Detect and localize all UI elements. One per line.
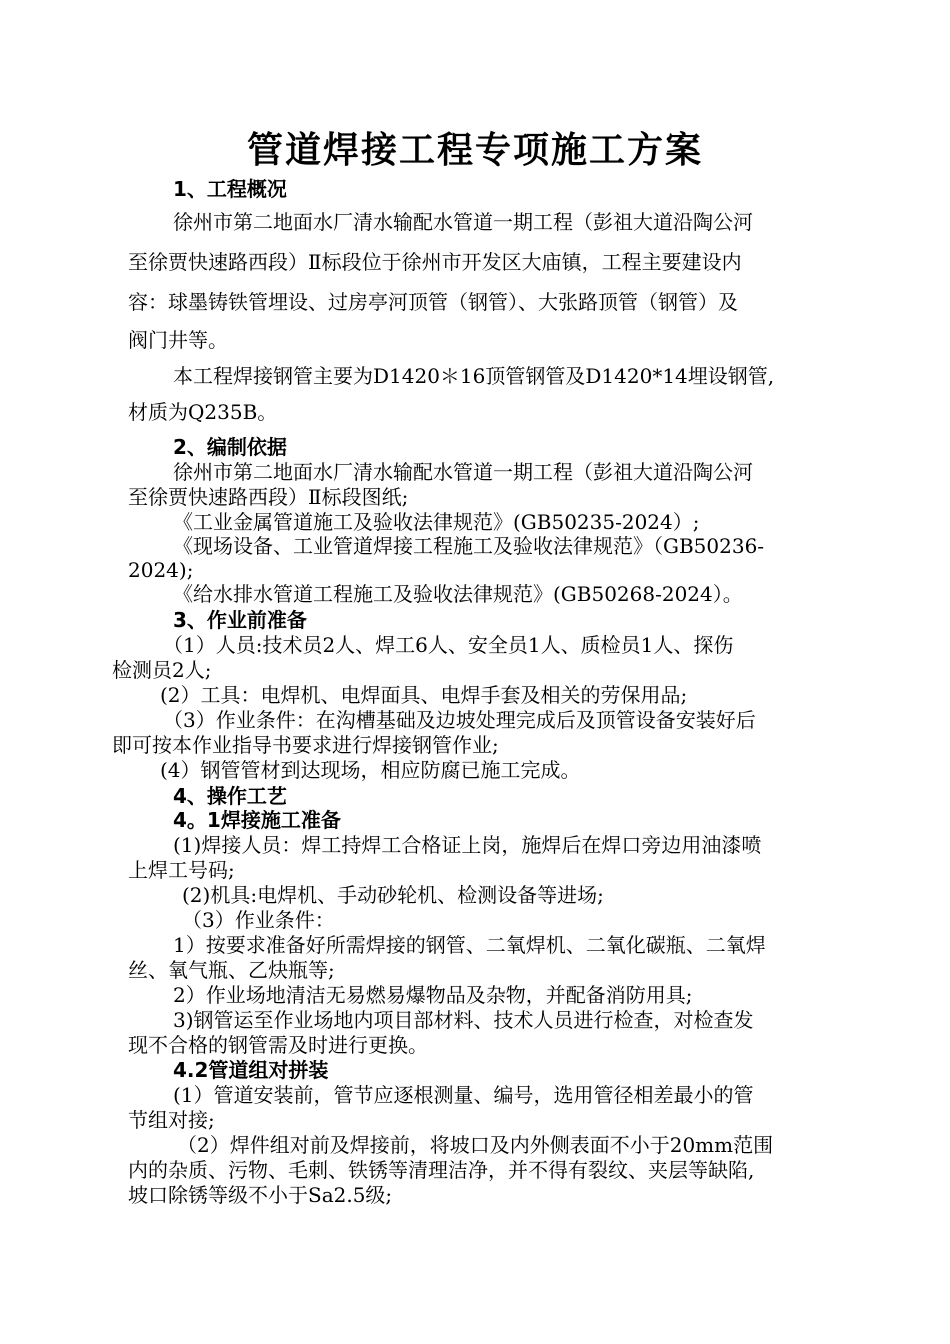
paragraph-line: 《现场设备、工业管道焊接工程施工及验收法律规范》（GB50236- <box>173 534 765 558</box>
paragraph-line: (1）管道安装前，管节应逐根测量、编号，选用管径相差最小的管 <box>173 1083 754 1107</box>
paragraph-line: 2）作业场地清洁无易燃易爆物品及杂物，并配备消防用具; <box>173 983 693 1007</box>
paragraph-line: 检测员2人; <box>112 658 212 682</box>
paragraph-line: 材质为Q235B。 <box>128 400 278 424</box>
paragraph-line: （3）作业条件：在沟槽基础及边坡处理完成后及顶管设备安装好后 <box>163 708 756 732</box>
paragraph-line: 坡口除锈等级不小于Sa2.5级; <box>128 1183 393 1207</box>
paragraph-line: 上焊工号码; <box>128 858 235 882</box>
section-heading-2: 2、编制依据 <box>173 435 287 459</box>
paragraph-line: 内的杂质、污物、毛刺、铁锈等清理洁净，并不得有裂纹、夹层等缺陷, <box>128 1158 755 1182</box>
paragraph-line: 《工业金属管道施工及验收法律规范》(GB50235-2024）; <box>173 510 700 534</box>
paragraph-line: 2024); <box>128 558 194 582</box>
paragraph-line: 本工程焊接钢管主要为D1420＊16顶管钢管及D1420*14埋设钢管, <box>173 364 775 388</box>
section-heading-4: 4、操作工艺 <box>173 784 287 808</box>
paragraph-line: 3)钢管运至作业场地内项目部材料、技术人员进行检查，对检查发 <box>173 1008 754 1032</box>
paragraph-line: 现不合格的钢管需及时进行更换。 <box>128 1033 428 1057</box>
paragraph-line: (2）工具：电焊机、电焊面具、电焊手套及相关的劳保用品; <box>160 683 688 707</box>
subsection-heading-4-2: 4.2管道组对拼装 <box>173 1058 329 1082</box>
paragraph-line: （3）作业条件： <box>182 908 335 932</box>
paragraph-line: (2)机具:电焊机、手动砂轮机、检测设备等进场; <box>182 883 604 907</box>
paragraph-line: 1）按要求准备好所需焊接的钢管、二氧焊机、二氧化碳瓶、二氧焊 <box>173 933 766 957</box>
paragraph-line: 徐州市第二地面水厂清水输配水管道一期工程（彭祖大道沿陶公河 <box>173 460 753 484</box>
paragraph-line: 阀门井等。 <box>128 328 228 352</box>
section-heading-3: 3、作业前准备 <box>173 608 307 632</box>
paragraph-line: (4）钢管管材到达现场，相应防腐已施工完成。 <box>160 758 581 782</box>
paragraph-line: 至徐贾快速路西段）Ⅱ标段位于徐州市开发区大庙镇，工程主要建设内 <box>128 250 742 274</box>
paragraph-line: 即可按本作业指导书要求进行焊接钢管作业; <box>112 733 499 757</box>
paragraph-line: （1）人员:技术员2人、焊工6人、安全员1人、质检员1人、探伤 <box>163 633 734 657</box>
paragraph-line: 丝、氧气瓶、乙炔瓶等; <box>128 958 335 982</box>
paragraph-line: 至徐贾快速路西段）Ⅱ标段图纸; <box>128 485 409 509</box>
paragraph-line: 节组对接; <box>128 1108 215 1132</box>
paragraph-line: (1)焊接人员：焊工持焊工合格证上岗，施焊后在焊口旁边用油漆喷 <box>173 833 762 857</box>
paragraph-line: （2）焊件组对前及焊接前，将坡口及内外侧表面不小于20mm范围 <box>177 1133 774 1157</box>
paragraph-line: 容：球墨铸铁管埋设、过房亭河顶管（钢管）、大张路顶管（钢管）及 <box>128 290 738 314</box>
subsection-heading-4-1: 4。1焊接施工准备 <box>173 808 341 832</box>
paragraph-line: 徐州市第二地面水厂清水输配水管道一期工程（彭祖大道沿陶公河 <box>173 210 753 234</box>
paragraph-line: 《给水排水管道工程施工及验收法律规范》(GB50268-2024）。 <box>173 582 743 606</box>
document-title: 管道焊接工程专项施工方案 <box>246 129 703 171</box>
section-heading-1: 1、工程概况 <box>173 177 287 201</box>
